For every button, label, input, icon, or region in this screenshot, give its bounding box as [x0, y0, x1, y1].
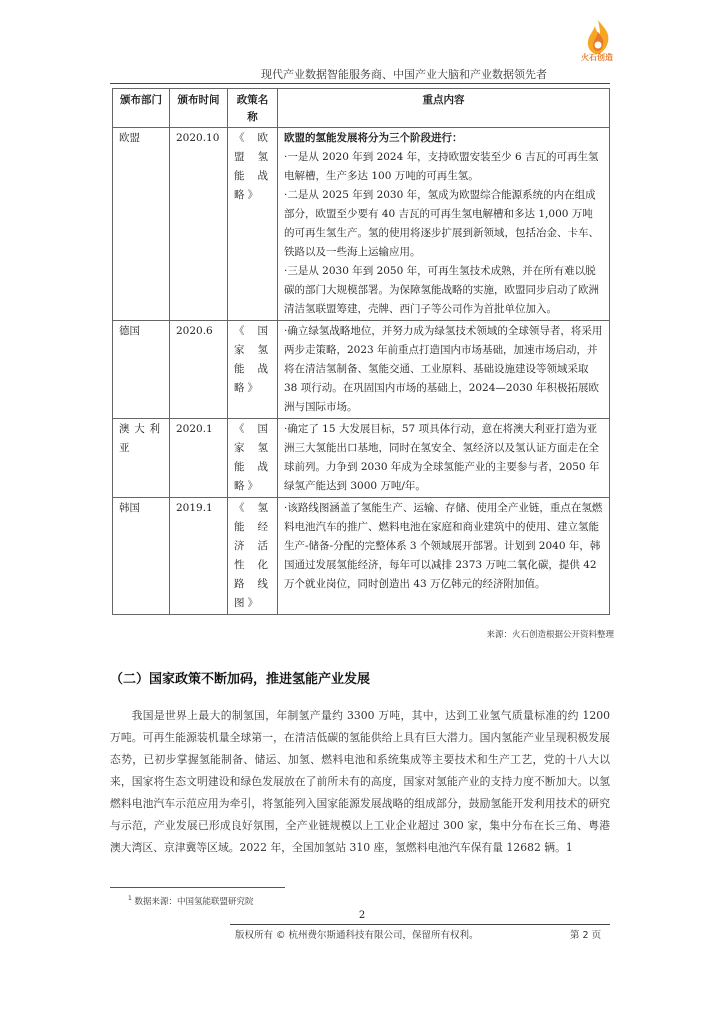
- footnote-text: 数据来源：中国氢能联盟研究院: [134, 897, 254, 907]
- content-bullet: ·一是从 2020 年到 2024 年，支持欧盟安装至少 6 吉瓦的可再生氢电解槽，生产多达 100 万吨的可再生氢。: [284, 151, 599, 182]
- content-bullet: ·该路线图涵盖了氢能生产、运输、存储、使用全产业链，重点在氢燃料电池汽车的推广、燃料电池在家庭和商业建筑中的使用、建立氢能生产-储备-分配的完整体系 3 个领域展开部署。计划到 2040 年，韩国通过发展氢能经济，每年可以减排 2373 万吨二氧化碳，提供 42 万个就业岗位，同时创造出 43 万亿韩元的经济附加值。: [284, 502, 603, 590]
- content-cell: [278, 498, 610, 615]
- content-bullet: ·三是从 2030 年到 2050 年，可再生氢技术成熟，并在所有难以脱碳的部门大规模部署。为保障氢能战略的实施，欧盟同步启动了欧洲清洁氢联盟筹建，壳牌、西门子等公司作为首批单位加入。: [284, 265, 599, 315]
- header-divider: [110, 83, 610, 84]
- footer-divider: [230, 924, 610, 925]
- footnote-mark: 1: [128, 895, 132, 903]
- table-row: [113, 498, 610, 615]
- content-bullet: ·确立绿氢战略地位，并努力成为绿氢技术领域的全球领导者，将采用两步走策略，2023 年前重点打造国内市场基础，加速市场启动，并将在清洁氢制备、氢能交通、工业原料、基础设施建设等领域采取 38 项行动。在巩固国内市场的基础上，2024—2030 年积极拓展欧洲与国际市场。: [284, 325, 603, 413]
- content-bullet: ·确定了 15 大发展目标，57 项具体行动，意在将澳大利亚打造为亚洲三大氢能出口基地，同时在氢安全、氢经济以及氢认证方面走在全球前列。力争到 2030 年成为全球氢能产业的主要参与者，2050 年绿氢产能达到 3000 万吨/年。: [284, 423, 600, 492]
- footnote-divider: [110, 887, 285, 888]
- date-cell: 2020.6: [170, 321, 228, 419]
- table-row: [113, 321, 610, 419]
- page-number: 2: [358, 910, 366, 921]
- date-cell: 2019.1: [170, 498, 228, 615]
- table-row: [113, 128, 610, 321]
- content-bullet: ·二是从 2025 年到 2030 年，氢成为欧盟综合能源系统的内在组成部分，欧盟至少要有 40 吉瓦的可再生氢电解槽和多达 1,000 万吨的可再生氢生产。氢的使用将逐步扩展到新领域，包括冶金、卡车、铁路以及一些海上运输应用。: [284, 189, 599, 258]
- region-cell: 德国: [113, 321, 170, 419]
- content-cell: [278, 419, 610, 498]
- logo-text: 火石创造: [581, 53, 613, 62]
- policy-table: [112, 88, 610, 615]
- policy-name-cell: 《国家氢能战略》: [228, 321, 278, 419]
- policy-name-cell: 《氢能经济活性化路线图》: [228, 498, 278, 615]
- content-title: 欧盟的氢能发展将分为三个阶段进行：: [284, 132, 463, 144]
- content-cell: [278, 128, 610, 321]
- body-paragraph: 我国是世界上最大的制氢国，年制氢产量约 3300 万吨，其中，达到工业氢气质量标准的约 1200 万吨。可再生能源装机量全球第一，在清洁低碳的氢能供给上具有巨大潜力。国内氢能产业呈现积极发展态势，已初步掌握氢能制备、储运、加氢、燃料电池和系统集成等主要技术和生产工艺，党的十八大以来，国家将生态文明建设和绿色发展放在了前所未有的高度，国家对氢能产业的支持力度不断加大。以氢燃料电池汽车示范应用为牵引，将氢能列入国家能源发展战略的组成部分，鼓励氢能开发利用技术的研究与示范，产业发展已形成良好氛围，全产业链规模以上工业企业超过 300 家，集中分布在长三角、粤港澳大湾区、京津冀等区域。2022 年，全国加氢站 310 座，氢燃料电池汽车保有量 12682 辆。1: [110, 708, 610, 854]
- region-cell: 欧盟: [113, 128, 170, 321]
- table-source-note: 来源：火石创造根据公开资料整理: [486, 630, 614, 640]
- column-header-policy: 政策名称: [228, 89, 278, 128]
- policy-name-cell: 《欧盟氢能战略》: [228, 128, 278, 321]
- region-cell: 韩国: [113, 498, 170, 615]
- header-tagline: 现代产业数据智能服务商、中国产业大脑和产业数据领先者: [261, 68, 547, 81]
- policy-name-cell: 《国家氢能战略》: [228, 419, 278, 498]
- column-header-date: 颁布时间: [170, 89, 228, 128]
- date-cell: 2020.1: [170, 419, 228, 498]
- footer-page-label: 第 2 页: [570, 930, 602, 941]
- table-row: [113, 419, 610, 498]
- table-header-row: [113, 89, 610, 128]
- footer-copyright: 版权所有 © 杭州费尔斯通科技有限公司，保留所有权利。: [235, 930, 479, 941]
- region-cell: 澳大利亚: [113, 419, 170, 498]
- column-header-department: 颁布部门: [113, 89, 170, 128]
- content-cell: [278, 321, 610, 419]
- section-heading: （二）国家政策不断加码，推进氢能产业发展: [110, 672, 371, 687]
- date-cell: 2020.10: [170, 128, 228, 321]
- footnote: [128, 895, 254, 907]
- column-header-content: 重点内容: [278, 89, 610, 128]
